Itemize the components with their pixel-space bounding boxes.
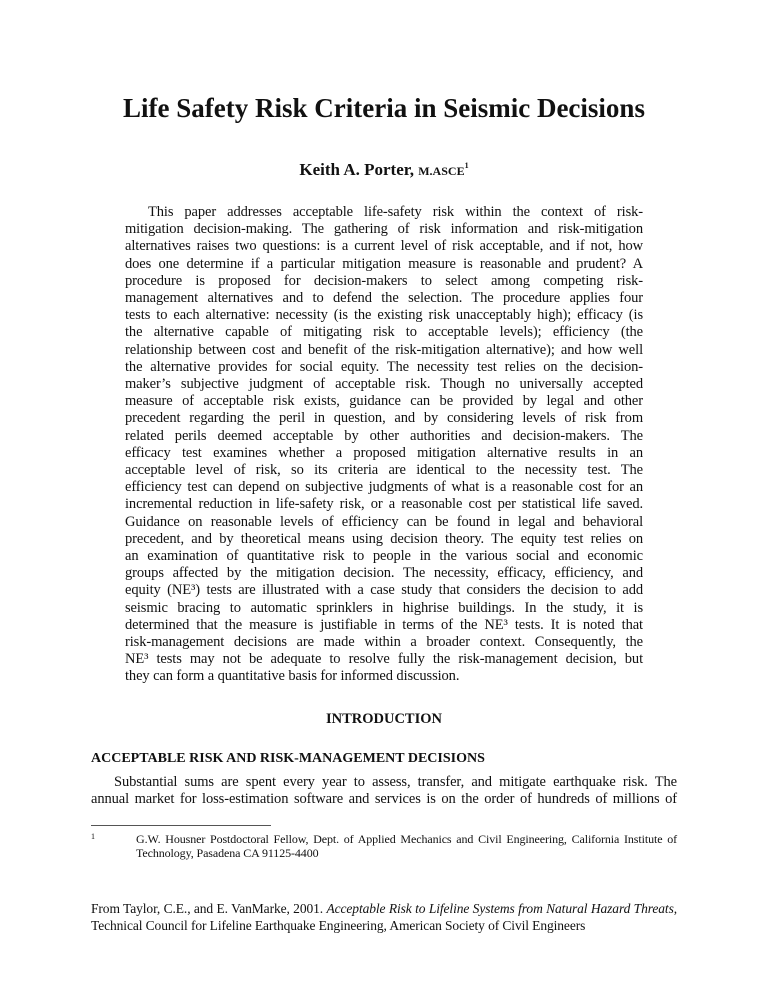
text-line: maker’s subjective judgment of acceptable risk. Though no universally accepted <box>125 376 643 393</box>
text-line: acceptable level of risk, so its criteria are identical to the necessity test. The <box>125 462 643 479</box>
introduction-heading: INTRODUCTION <box>325 710 442 727</box>
footer-line-1 <box>91 900 677 917</box>
text-line: efficacy test examines whether a proposed mitigation alternative results in an <box>125 444 643 461</box>
text-line: an examination of quantitative risk to people in the various social and economic <box>125 548 643 565</box>
text-line: incremental reduction in life-safety risk, or a reasonable cost per statistical life saved. <box>125 496 643 513</box>
text-line: related perils deemed acceptable by other authorities and decision-makers. The <box>125 427 643 444</box>
text-line: This paper addresses acceptable life-safety risk within the context of risk- <box>148 204 643 220</box>
text-line: efficiency test can depend on subjective judgments of what is a reasonable cost for an <box>125 479 643 496</box>
text-line: the alternative provides for social equity. The necessity test relies on the decision- <box>125 358 643 375</box>
text-line: tests to each alternative: necessity (is the existing risk unacceptably high); efficacy (is <box>125 307 643 324</box>
text-line: management alternatives and to defend the selection. The procedure applies four <box>125 290 643 307</box>
text-line: the alternative capable of mitigating risk to acceptable levels); efficiency (the <box>125 324 643 341</box>
section-heading: ACCEPTABLE RISK AND RISK-MANAGEMENT DECISIONS <box>91 750 485 766</box>
paper-title: Life Safety Risk Criteria in Seismic Decisions <box>123 93 645 123</box>
text-line: precedent, and by theoretical means using decision theory. The equity test relies on <box>125 530 643 547</box>
footnote-divider <box>91 825 271 826</box>
footnote-text <box>136 832 677 860</box>
abstract <box>125 204 643 686</box>
author-line <box>0 159 768 182</box>
footnote <box>91 832 677 860</box>
text-line: relationship between cost and benefit of the risk-mitigation alternative); and how well <box>125 341 643 358</box>
text-line: determined that the measure is justifiable in terms of the NE³ tests. It is noted that <box>125 616 643 633</box>
footnote-mark: 1 <box>91 832 95 842</box>
footer-line-2: Technical Council for Lifeline Earthquake Engineering, American Society of Civil Engineers <box>91 918 586 934</box>
text-line: mitigation decision-making. The gathering of risk information and risk-mitigation <box>125 221 643 238</box>
text-line: risk-management decisions are made within a broader context. Consequently, the <box>125 634 643 651</box>
text-line: precedent regarding the peril in question, and by considering levels of risk from <box>125 410 643 427</box>
text-line: annual market for loss-estimation software and services is on the order of hundreds of millions of <box>91 790 677 807</box>
footer-prefix: From Taylor, C.E., and E. VanMarke, 2001. <box>91 901 327 917</box>
body-paragraph <box>91 774 677 808</box>
footer-suffix: , <box>673 901 678 917</box>
text-line: measure of acceptable risk exists, guidance can be provided by legal and other <box>125 393 643 410</box>
text-line: Guidance on reasonable levels of efficiency can be found in legal and behavioral <box>125 513 643 530</box>
text-line: Technology, Pasadena CA 91125-4400 <box>136 846 319 861</box>
text-line: they can form a quantitative basis for informed discussion. <box>125 668 460 685</box>
text-line: NE³ tests may not be adequate to resolve fully the risk-management decision, but <box>125 651 643 668</box>
text-line: alternatives raises two questions: is a current level of risk acceptable, and if not, how <box>125 238 643 255</box>
text-line: Substantial sums are spent every year to assess, transfer, and mitigate earthquake risk. The <box>114 773 677 790</box>
text-line: G.W. Housner Postdoctoral Fellow, Dept. of Applied Mechanics and Civil Engineering, California Institute of <box>136 832 677 847</box>
text-line: procedure is proposed for decision-makers to select among competing risk- <box>125 272 643 289</box>
author-name: Keith A. Porter, <box>299 160 414 179</box>
text-line: equity (NE³) tests are illustrated with a case study that considers the decision to add <box>125 582 643 599</box>
footnote-ref: 1 <box>464 161 469 170</box>
text-line: does one determine if a particular mitigation measure is reasonable and prudent? A <box>125 255 643 272</box>
footer-book-title: Acceptable Risk to Lifeline Systems from Natural Hazard Threats <box>326 901 674 917</box>
text-line: seismic bracing to automatic sprinklers in highrise buildings. In the study, it is <box>125 599 643 616</box>
text-line: groups affected by the mitigation decision. The necessity, efficacy, efficiency, and <box>125 565 643 582</box>
author-affiliation: M.ASCE <box>418 164 465 178</box>
citation-footer <box>91 900 677 934</box>
